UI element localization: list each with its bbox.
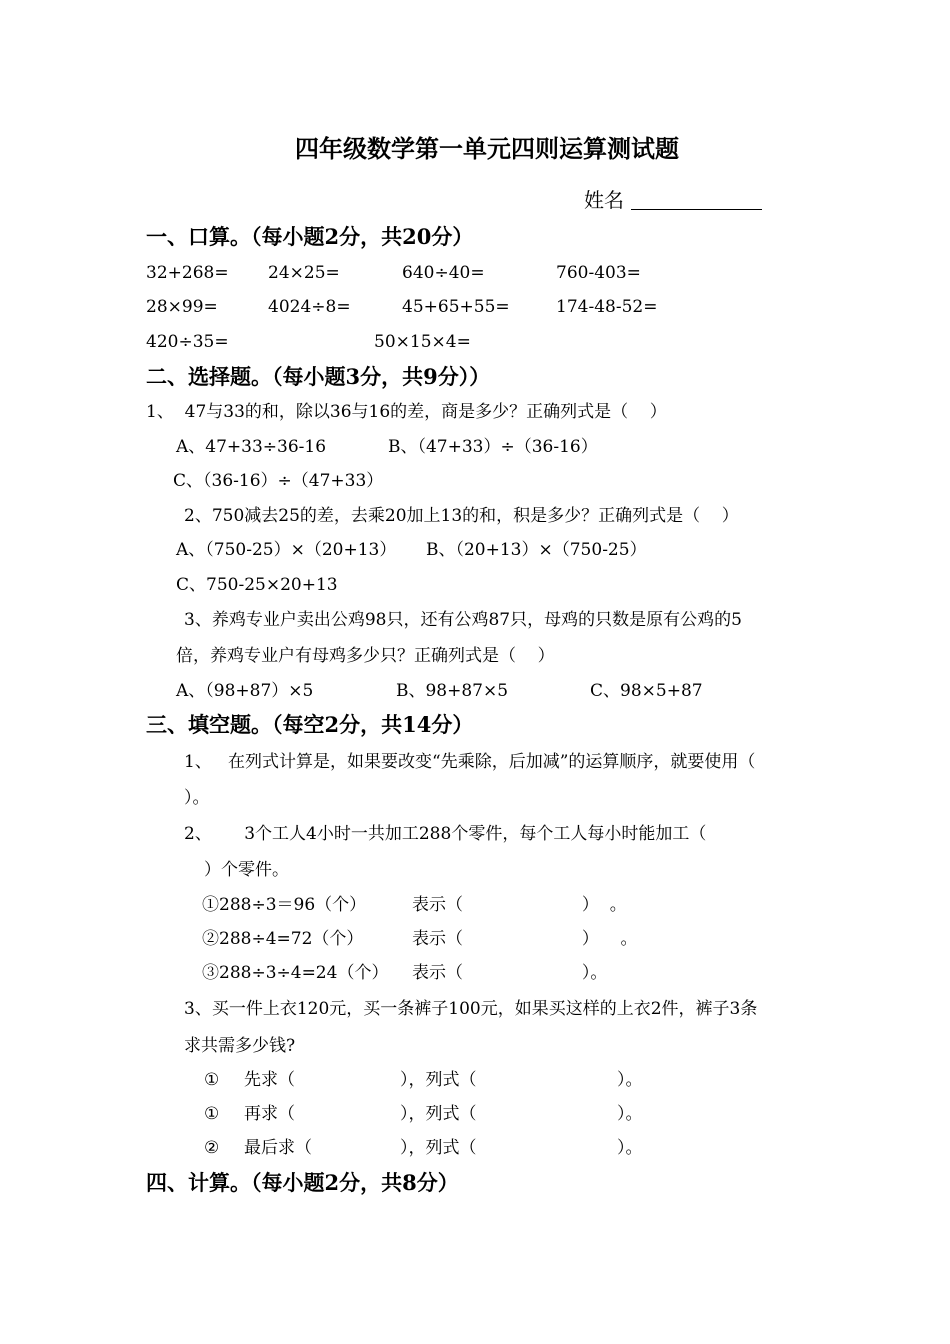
section-2-heading: 二、选择题。（每小题3分，共9分）） bbox=[146, 364, 491, 389]
question-stem: 3、养鸡专业户卖出公鸡98只，还有公鸡87只，母鸡的只数是原有公鸡的5 bbox=[184, 610, 742, 630]
step-number: ② bbox=[204, 1138, 220, 1158]
fill-question: ）个零件。 bbox=[204, 860, 289, 880]
calc-expression: ①288÷3＝96（个） bbox=[202, 895, 367, 915]
calc-expression: ③288÷3÷4=24（个） bbox=[202, 963, 389, 983]
step-number: ① bbox=[204, 1104, 220, 1124]
oral-item: 45+65+55= bbox=[402, 297, 510, 317]
oral-item: 4024÷8= bbox=[268, 297, 351, 317]
fill-question: 3、买一件上衣120元，买一条裤子100元，如果买这样的上衣2件，裤子3条 bbox=[184, 999, 758, 1019]
fill-question: ）。 bbox=[184, 788, 210, 808]
oral-item: 28×99= bbox=[146, 297, 218, 317]
choice-option: B、（20+13）×（750-25） bbox=[426, 540, 647, 560]
step-ask: 最后求（ bbox=[244, 1138, 312, 1158]
name-label: 姓名 bbox=[584, 188, 624, 212]
meaning-blank: 表示（ ）。 bbox=[412, 963, 608, 983]
section-3-heading: 三、填空题。（每空2分，共14分） bbox=[146, 712, 474, 737]
choice-option: C、98×5+87 bbox=[590, 681, 703, 701]
oral-item: 760-403= bbox=[556, 263, 641, 283]
oral-item: 24×25= bbox=[268, 263, 340, 283]
question-stem: 1、 47与33的和，除以36与16的差，商是多少？正确列式是（ ） bbox=[146, 402, 667, 422]
choice-option: B、（47+33）÷（36-16） bbox=[388, 437, 598, 457]
oral-item: 640÷40= bbox=[402, 263, 485, 283]
oral-item: 50×15×4= bbox=[374, 332, 471, 352]
step-end: ）。 bbox=[617, 1070, 643, 1090]
choice-option: A、47+33÷36-16 bbox=[176, 437, 327, 457]
step-end: ）。 bbox=[617, 1104, 643, 1124]
choice-option: A、（750-25）×（20+13） bbox=[176, 540, 397, 560]
choice-option: C、750-25×20+13 bbox=[176, 575, 338, 595]
fill-question: 1、 在列式计算是，如果要改变“先乘除，后加减”的运算顺序，就要使用（ bbox=[184, 752, 756, 772]
step-formula: ），列式（ bbox=[400, 1070, 477, 1090]
page-title: 四年级数学第一单元四则运算测试题 bbox=[295, 134, 679, 163]
step-ask: 再求（ bbox=[244, 1104, 295, 1124]
section-4-heading: 四、计算。（每小题2分，共8分） bbox=[146, 1170, 459, 1195]
step-formula: ），列式（ bbox=[400, 1104, 477, 1124]
oral-item: 32+268= bbox=[146, 263, 229, 283]
meaning-blank: 表示（ ） 。 bbox=[412, 929, 638, 949]
question-stem: 2、750减去25的差，去乘20加上13的和，积是多少？正确列式是（ ） bbox=[184, 506, 739, 526]
step-formula: ），列式（ bbox=[400, 1138, 477, 1158]
meaning-blank: 表示（ ） 。 bbox=[412, 895, 627, 915]
choice-option: C、（36-16）÷（47+33） bbox=[173, 471, 384, 491]
oral-item: 420÷35= bbox=[146, 332, 229, 352]
choice-option: A、（98+87）×5 bbox=[176, 681, 314, 701]
section-1-heading: 一、口算。（每小题2分，共20分） bbox=[146, 224, 474, 249]
step-number: ① bbox=[204, 1070, 220, 1090]
fill-question: 求共需多少钱? bbox=[184, 1036, 296, 1056]
step-end: ）。 bbox=[617, 1138, 643, 1158]
calc-expression: ②288÷4=72（个） bbox=[202, 929, 364, 949]
name-blank-line bbox=[631, 209, 762, 210]
oral-item: 174-48-52= bbox=[556, 297, 658, 317]
fill-question: 2、 3个工人4小时一共加工288个零件，每个工人每小时能加工（ bbox=[184, 824, 707, 844]
step-ask: 先求（ bbox=[244, 1070, 295, 1090]
choice-option: B、98+87×5 bbox=[396, 681, 509, 701]
question-stem: 倍，养鸡专业户有母鸡多少只？正确列式是（ ） bbox=[176, 646, 555, 666]
